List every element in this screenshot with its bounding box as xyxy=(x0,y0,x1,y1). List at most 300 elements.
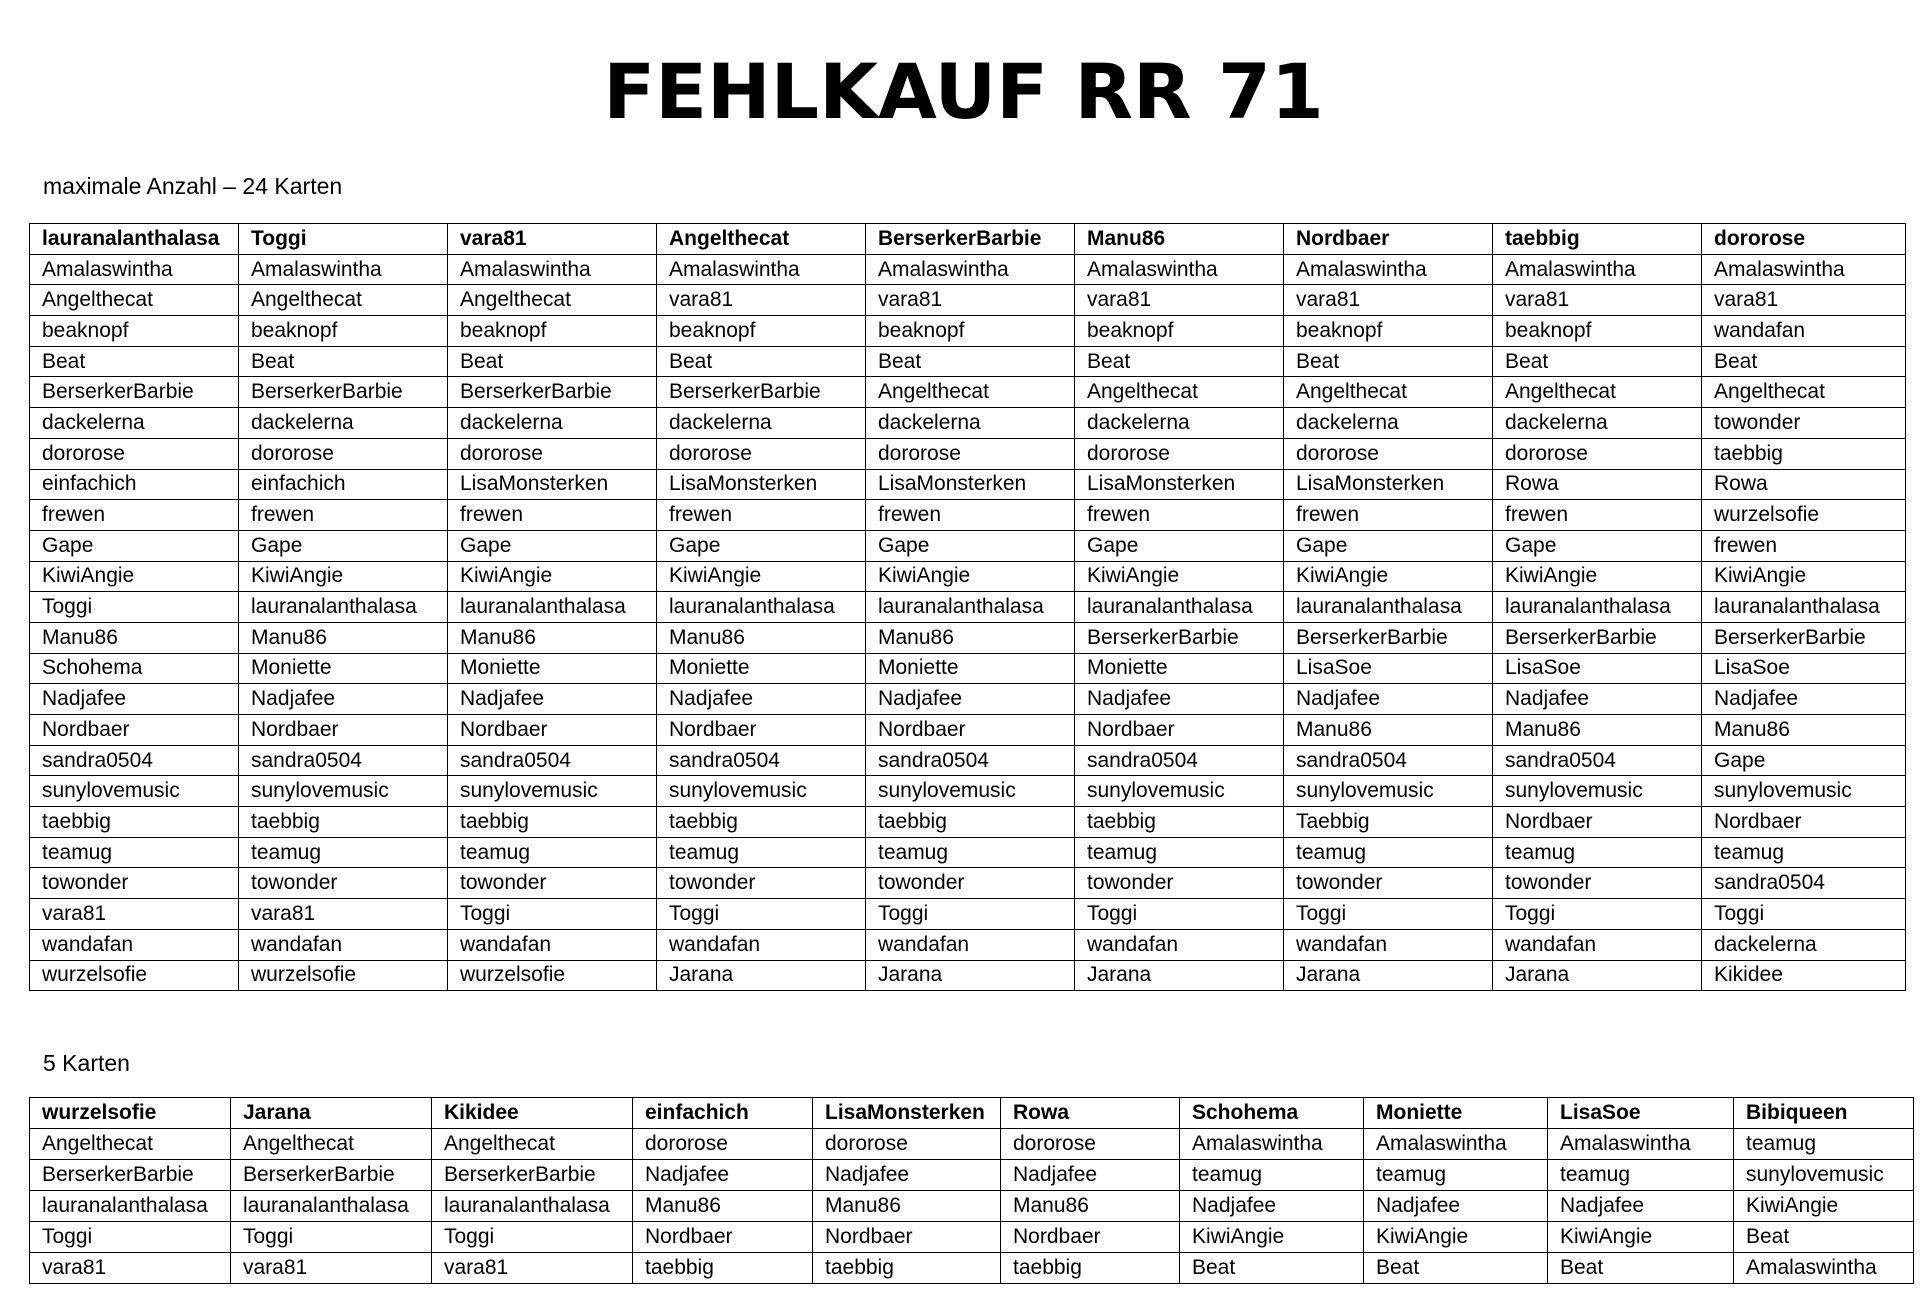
table-cell: towonder xyxy=(239,868,448,899)
table-cell: Rowa xyxy=(1493,469,1702,500)
table-cell: frewen xyxy=(448,500,657,531)
table-cell: Beat xyxy=(1734,1222,1914,1253)
table-cell: Angelthecat xyxy=(1702,377,1906,408)
table-cell: taebbig xyxy=(813,1253,1001,1284)
table-cell: Beat xyxy=(1284,346,1493,377)
table-row xyxy=(30,1253,1914,1284)
table-cell: Nadjafee xyxy=(1284,684,1493,715)
table-row xyxy=(30,653,1906,684)
table-cell: Nordbaer xyxy=(1702,807,1906,838)
table-cell: taebbig xyxy=(1702,438,1906,469)
table-cell: Nadjafee xyxy=(448,684,657,715)
table-cell: Amalaswintha xyxy=(1364,1129,1548,1160)
table-cell: Amalaswintha xyxy=(448,254,657,285)
table-cell: Toggi xyxy=(1493,899,1702,930)
table-row xyxy=(30,285,1906,316)
table-cell: KiwiAngie xyxy=(1702,561,1906,592)
table-cell: LisaMonsterken xyxy=(1284,469,1493,500)
table-row xyxy=(30,899,1906,930)
table-cell: Nordbaer xyxy=(866,715,1075,746)
table-cell: einfachich xyxy=(30,469,239,500)
table-cell: Gape xyxy=(30,530,239,561)
table-cell: vara81 xyxy=(1702,285,1906,316)
table-cell: sunylovemusic xyxy=(657,776,866,807)
table-cell: wandafan xyxy=(1493,929,1702,960)
table-cell: Beat xyxy=(657,346,866,377)
table-cell: dackelerna xyxy=(1075,408,1284,439)
table-cell: Nadjafee xyxy=(239,684,448,715)
column-header: LisaMonsterken xyxy=(813,1098,1001,1129)
table-cell: beaknopf xyxy=(657,316,866,347)
table-cell: sandra0504 xyxy=(866,745,1075,776)
table-cell: Toggi xyxy=(448,899,657,930)
table-cell: towonder xyxy=(1284,868,1493,899)
table-cell: BerserkerBarbie xyxy=(1075,622,1284,653)
table-cell: BerserkerBarbie xyxy=(1702,622,1906,653)
table-cell: teamug xyxy=(1284,837,1493,868)
column-header: Toggi xyxy=(239,224,448,255)
table-cell: towonder xyxy=(866,868,1075,899)
table-cell: teamug xyxy=(30,837,239,868)
table-cell: teamug xyxy=(1075,837,1284,868)
table-cell: vara81 xyxy=(1493,285,1702,316)
table-row xyxy=(30,561,1906,592)
table-cell: Jarana xyxy=(1284,960,1493,991)
table-cell: Amalaswintha xyxy=(1702,254,1906,285)
table-row xyxy=(30,684,1906,715)
table-cell: Beat xyxy=(448,346,657,377)
table-cell: beaknopf xyxy=(1284,316,1493,347)
table-cell: Schohema xyxy=(30,653,239,684)
table-cell: frewen xyxy=(239,500,448,531)
table-cell: vara81 xyxy=(657,285,866,316)
table-row xyxy=(30,745,1906,776)
column-header: vara81 xyxy=(448,224,657,255)
table-cell: Nadjafee xyxy=(1493,684,1702,715)
table-cell: sandra0504 xyxy=(1702,868,1906,899)
table-cell: towonder xyxy=(30,868,239,899)
table-cell: dororose xyxy=(657,438,866,469)
table-cell: Manu86 xyxy=(239,622,448,653)
table-cell: Angelthecat xyxy=(30,1129,231,1160)
table-row xyxy=(30,469,1906,500)
section-max-label: maximale Anzahl – 24 Karten xyxy=(43,173,343,199)
table-cell: KiwiAngie xyxy=(448,561,657,592)
table-cell: lauranalanthalasa xyxy=(239,592,448,623)
table-cell: Nordbaer xyxy=(239,715,448,746)
table-cell: Manu86 xyxy=(813,1191,1001,1222)
table-cell: sunylovemusic xyxy=(1075,776,1284,807)
table-cell: Beat xyxy=(866,346,1075,377)
table-cell: Beat xyxy=(1493,346,1702,377)
table-cell: towonder xyxy=(657,868,866,899)
table-cell: KiwiAngie xyxy=(1734,1191,1914,1222)
table-cell: dororose xyxy=(1075,438,1284,469)
table-cell: Angelthecat xyxy=(231,1129,432,1160)
column-header: Angelthecat xyxy=(657,224,866,255)
table-cell: wurzelsofie xyxy=(30,960,239,991)
table-cell: Amalaswintha xyxy=(1075,254,1284,285)
table-cell: sandra0504 xyxy=(657,745,866,776)
table-cell: teamug xyxy=(866,837,1075,868)
column-header: Moniette xyxy=(1364,1098,1548,1129)
table-cell: towonder xyxy=(1493,868,1702,899)
table-cell: beaknopf xyxy=(1075,316,1284,347)
table-cell: vara81 xyxy=(1284,285,1493,316)
table-cell: lauranalanthalasa xyxy=(1493,592,1702,623)
header-row xyxy=(30,224,1906,255)
table-cell: frewen xyxy=(30,500,239,531)
table-cell: sunylovemusic xyxy=(1493,776,1702,807)
table-cell: sunylovemusic xyxy=(239,776,448,807)
table-cell: Taebbig xyxy=(1284,807,1493,838)
table-cell: Toggi xyxy=(1702,899,1906,930)
column-header: einfachich xyxy=(633,1098,813,1129)
table-cell: LisaMonsterken xyxy=(1075,469,1284,500)
table-cell: taebbig xyxy=(633,1253,813,1284)
table-cell: Nordbaer xyxy=(1493,807,1702,838)
table-cell: BerserkerBarbie xyxy=(231,1160,432,1191)
table-cell: Toggi xyxy=(657,899,866,930)
table-cell: wandafan xyxy=(1284,929,1493,960)
table-cell: Rowa xyxy=(1702,469,1906,500)
table-cell: Beat xyxy=(1548,1253,1734,1284)
table-cell: Nadjafee xyxy=(30,684,239,715)
table-cell: Toggi xyxy=(432,1222,633,1253)
table-cell: Angelthecat xyxy=(1284,377,1493,408)
table-cell: Nadjafee xyxy=(813,1160,1001,1191)
table-cell: lauranalanthalasa xyxy=(657,592,866,623)
table-cell: lauranalanthalasa xyxy=(866,592,1075,623)
table-cell: teamug xyxy=(1548,1160,1734,1191)
table-row xyxy=(30,500,1906,531)
table-cell: taebbig xyxy=(30,807,239,838)
table-cell: einfachich xyxy=(239,469,448,500)
table-cell: wurzelsofie xyxy=(239,960,448,991)
column-header: Rowa xyxy=(1001,1098,1180,1129)
table-cell: teamug xyxy=(1493,837,1702,868)
table-cell: dackelerna xyxy=(239,408,448,439)
table-cell: Nadjafee xyxy=(1075,684,1284,715)
table-cell: sunylovemusic xyxy=(866,776,1075,807)
table-cell: dororose xyxy=(239,438,448,469)
table-cell: KiwiAngie xyxy=(1284,561,1493,592)
table-cell: frewen xyxy=(1493,500,1702,531)
table-cell: Jarana xyxy=(657,960,866,991)
table-cell: dororose xyxy=(1001,1129,1180,1160)
table-row xyxy=(30,776,1906,807)
table-row xyxy=(30,1129,1914,1160)
table-cell: dackelerna xyxy=(448,408,657,439)
table-cell: BerserkerBarbie xyxy=(30,377,239,408)
table-cell: Angelthecat xyxy=(1493,377,1702,408)
table-cell: wandafan xyxy=(866,929,1075,960)
table-cell: wandafan xyxy=(1702,316,1906,347)
table-cell: dororose xyxy=(813,1129,1001,1160)
table-cell: Manu86 xyxy=(30,622,239,653)
table-cell: taebbig xyxy=(448,807,657,838)
table-cell: teamug xyxy=(239,837,448,868)
table-row xyxy=(30,929,1906,960)
table-cell: taebbig xyxy=(866,807,1075,838)
table-cell: Beat xyxy=(1702,346,1906,377)
table-cell: sunylovemusic xyxy=(1702,776,1906,807)
table-cell: Amalaswintha xyxy=(239,254,448,285)
table-cell: Nadjafee xyxy=(1364,1191,1548,1222)
table-cell: vara81 xyxy=(239,899,448,930)
table-cell: Manu86 xyxy=(1702,715,1906,746)
table-row xyxy=(30,868,1906,899)
table-cell: frewen xyxy=(866,500,1075,531)
table-cell: KiwiAngie xyxy=(657,561,866,592)
table-cell: Beat xyxy=(1364,1253,1548,1284)
table-cell: vara81 xyxy=(30,899,239,930)
table-cell: vara81 xyxy=(1075,285,1284,316)
table-cell: Gape xyxy=(1493,530,1702,561)
table-cell: Manu86 xyxy=(448,622,657,653)
table-row xyxy=(30,408,1906,439)
table-row xyxy=(30,960,1906,991)
table-row xyxy=(30,1191,1914,1222)
section-five-label: 5 Karten xyxy=(43,1050,130,1076)
table-row xyxy=(30,346,1906,377)
table-cell: BerserkerBarbie xyxy=(1493,622,1702,653)
table-cell: Moniette xyxy=(866,653,1075,684)
table-cell: Angelthecat xyxy=(866,377,1075,408)
table-cell: wandafan xyxy=(448,929,657,960)
table-row xyxy=(30,807,1906,838)
table-cell: Amalaswintha xyxy=(1493,254,1702,285)
table-cell: Toggi xyxy=(1075,899,1284,930)
table-row xyxy=(30,715,1906,746)
table-cell: Manu86 xyxy=(1284,715,1493,746)
column-header: LisaSoe xyxy=(1548,1098,1734,1129)
table-cell: Jarana xyxy=(866,960,1075,991)
table-cell: frewen xyxy=(657,500,866,531)
table-cell: Nadjafee xyxy=(866,684,1075,715)
table-cell: vara81 xyxy=(866,285,1075,316)
table-cell: Nordbaer xyxy=(813,1222,1001,1253)
table-cell: Amalaswintha xyxy=(1284,254,1493,285)
table-cell: Moniette xyxy=(1075,653,1284,684)
table-cell: vara81 xyxy=(432,1253,633,1284)
table-cell: Beat xyxy=(30,346,239,377)
table-cell: Toggi xyxy=(30,592,239,623)
header-row xyxy=(30,1098,1914,1129)
table-cell: dackelerna xyxy=(866,408,1075,439)
table-cell: sunylovemusic xyxy=(1284,776,1493,807)
table-cell: Amalaswintha xyxy=(1548,1129,1734,1160)
table-cell: dororose xyxy=(30,438,239,469)
table-row xyxy=(30,530,1906,561)
table-cell: Gape xyxy=(1075,530,1284,561)
table-cell: sandra0504 xyxy=(1284,745,1493,776)
table-cell: lauranalanthalasa xyxy=(30,1191,231,1222)
table-cell: Jarana xyxy=(1075,960,1284,991)
table-cell: BerserkerBarbie xyxy=(448,377,657,408)
table-cell: teamug xyxy=(448,837,657,868)
table-cell: dackelerna xyxy=(1702,929,1906,960)
table-cell: towonder xyxy=(448,868,657,899)
table-cell: dackelerna xyxy=(1493,408,1702,439)
table-cell: dororose xyxy=(448,438,657,469)
table-cell: KiwiAngie xyxy=(1180,1222,1364,1253)
table-cell: Nordbaer xyxy=(633,1222,813,1253)
column-header: Bibiqueen xyxy=(1734,1098,1914,1129)
table-cell: taebbig xyxy=(1075,807,1284,838)
table-cell: beaknopf xyxy=(239,316,448,347)
table-cell: KiwiAngie xyxy=(866,561,1075,592)
table-cell: Moniette xyxy=(239,653,448,684)
table-cell: wurzelsofie xyxy=(448,960,657,991)
table-cell: LisaSoe xyxy=(1284,653,1493,684)
table-cell: sandra0504 xyxy=(239,745,448,776)
table-cell: BerserkerBarbie xyxy=(239,377,448,408)
five-cards-table xyxy=(29,1097,1914,1284)
table-cell: wandafan xyxy=(239,929,448,960)
table-cell: lauranalanthalasa xyxy=(432,1191,633,1222)
table-cell: lauranalanthalasa xyxy=(1075,592,1284,623)
table-cell: Gape xyxy=(1284,530,1493,561)
table-cell: wandafan xyxy=(1075,929,1284,960)
table-cell: BerserkerBarbie xyxy=(30,1160,231,1191)
table-cell: Amalaswintha xyxy=(1180,1129,1364,1160)
table-cell: Nadjafee xyxy=(1180,1191,1364,1222)
table-cell: dackelerna xyxy=(1284,408,1493,439)
table-cell: wurzelsofie xyxy=(1702,500,1906,531)
table-cell: vara81 xyxy=(30,1253,231,1284)
column-header: lauranalanthalasa xyxy=(30,224,239,255)
table-cell: Angelthecat xyxy=(30,285,239,316)
table-cell: Manu86 xyxy=(633,1191,813,1222)
table-cell: sandra0504 xyxy=(30,745,239,776)
column-header: Schohema xyxy=(1180,1098,1364,1129)
table-cell: KiwiAngie xyxy=(1075,561,1284,592)
table-cell: beaknopf xyxy=(866,316,1075,347)
column-header: taebbig xyxy=(1493,224,1702,255)
table-cell: taebbig xyxy=(1001,1253,1180,1284)
table-cell: sandra0504 xyxy=(1075,745,1284,776)
table-row xyxy=(30,592,1906,623)
table-cell: dackelerna xyxy=(657,408,866,439)
table-cell: teamug xyxy=(1734,1129,1914,1160)
table-cell: KiwiAngie xyxy=(30,561,239,592)
table-cell: Nadjafee xyxy=(633,1160,813,1191)
table-row xyxy=(30,438,1906,469)
table-cell: Gape xyxy=(866,530,1075,561)
table-cell: sunylovemusic xyxy=(1734,1160,1914,1191)
table-cell: Jarana xyxy=(1493,960,1702,991)
table-cell: teamug xyxy=(1180,1160,1364,1191)
table-cell: BerserkerBarbie xyxy=(657,377,866,408)
table-cell: lauranalanthalasa xyxy=(448,592,657,623)
table-cell: LisaSoe xyxy=(1493,653,1702,684)
table-cell: Manu86 xyxy=(1493,715,1702,746)
table-cell: sandra0504 xyxy=(1493,745,1702,776)
table-cell: sunylovemusic xyxy=(30,776,239,807)
table-cell: teamug xyxy=(1364,1160,1548,1191)
table-cell: Nordbaer xyxy=(1075,715,1284,746)
table-cell: wandafan xyxy=(30,929,239,960)
table-cell: Amalaswintha xyxy=(30,254,239,285)
table-cell: Nordbaer xyxy=(448,715,657,746)
table-cell: Angelthecat xyxy=(448,285,657,316)
table-cell: Amalaswintha xyxy=(866,254,1075,285)
table-row xyxy=(30,1222,1914,1253)
table-cell: Toggi xyxy=(231,1222,432,1253)
table-cell: Moniette xyxy=(657,653,866,684)
table-cell: Nordbaer xyxy=(657,715,866,746)
table-cell: BerserkerBarbie xyxy=(432,1160,633,1191)
table-cell: Angelthecat xyxy=(432,1129,633,1160)
table-row xyxy=(30,377,1906,408)
table-cell: towonder xyxy=(1702,408,1906,439)
table-cell: Manu86 xyxy=(1001,1191,1180,1222)
table-cell: Moniette xyxy=(448,653,657,684)
table-row xyxy=(30,316,1906,347)
table-cell: vara81 xyxy=(231,1253,432,1284)
table-cell: Nadjafee xyxy=(1548,1191,1734,1222)
table-cell: lauranalanthalasa xyxy=(231,1191,432,1222)
document-title: FEHLKAUF RR 71 xyxy=(603,47,1324,136)
table-cell: beaknopf xyxy=(1493,316,1702,347)
table-cell: LisaSoe xyxy=(1702,653,1906,684)
table-cell: Toggi xyxy=(1284,899,1493,930)
table-cell: frewen xyxy=(1075,500,1284,531)
table-cell: sandra0504 xyxy=(448,745,657,776)
table-cell: Gape xyxy=(239,530,448,561)
table-cell: LisaMonsterken xyxy=(866,469,1075,500)
table-cell: dororose xyxy=(1493,438,1702,469)
five-cards-header xyxy=(30,1098,1914,1129)
max-cards-header xyxy=(30,224,1906,255)
table-cell: Manu86 xyxy=(657,622,866,653)
column-header: Nordbaer xyxy=(1284,224,1493,255)
table-cell: dororose xyxy=(866,438,1075,469)
table-cell: dororose xyxy=(1284,438,1493,469)
table-cell: Nordbaer xyxy=(30,715,239,746)
table-row xyxy=(30,837,1906,868)
table-cell: Manu86 xyxy=(866,622,1075,653)
table-cell: towonder xyxy=(1075,868,1284,899)
table-cell: Beat xyxy=(239,346,448,377)
column-header: Kikidee xyxy=(432,1098,633,1129)
table-cell: Angelthecat xyxy=(1075,377,1284,408)
table-cell: BerserkerBarbie xyxy=(1284,622,1493,653)
table-cell: Amalaswintha xyxy=(657,254,866,285)
column-header: Jarana xyxy=(231,1098,432,1129)
table-cell: Beat xyxy=(1180,1253,1364,1284)
table-cell: teamug xyxy=(657,837,866,868)
table-row xyxy=(30,622,1906,653)
table-cell: Nadjafee xyxy=(657,684,866,715)
table-cell: Kikidee xyxy=(1702,960,1906,991)
table-cell: dackelerna xyxy=(30,408,239,439)
table-cell: Nadjafee xyxy=(1702,684,1906,715)
table-cell: KiwiAngie xyxy=(1548,1222,1734,1253)
table-cell: beaknopf xyxy=(30,316,239,347)
table-cell: KiwiAngie xyxy=(1364,1222,1548,1253)
table-cell: dororose xyxy=(633,1129,813,1160)
table-cell: Amalaswintha xyxy=(1734,1253,1914,1284)
table-cell: Beat xyxy=(1075,346,1284,377)
table-row xyxy=(30,1160,1914,1191)
table-cell: taebbig xyxy=(239,807,448,838)
table-cell: lauranalanthalasa xyxy=(1702,592,1906,623)
column-header: wurzelsofie xyxy=(30,1098,231,1129)
table-cell: LisaMonsterken xyxy=(657,469,866,500)
five-cards-body xyxy=(30,1129,1914,1284)
